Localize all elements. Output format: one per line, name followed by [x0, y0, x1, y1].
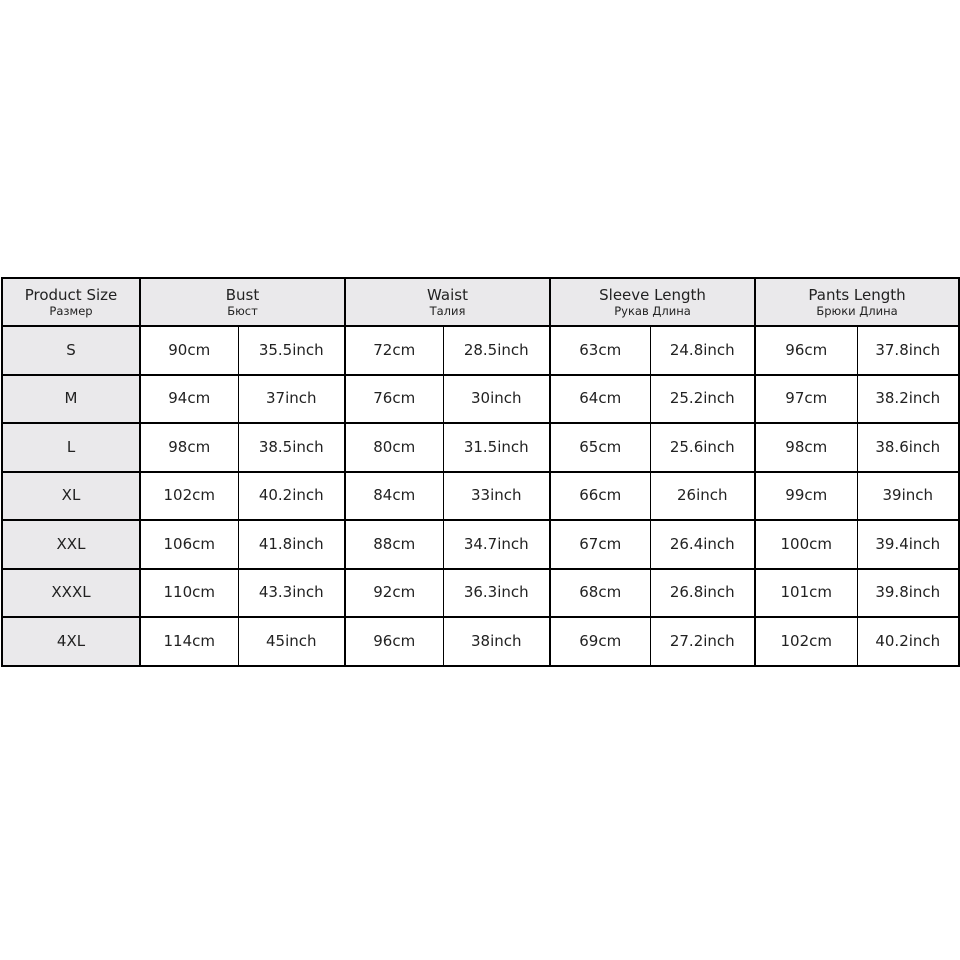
- waist-inch-cell: 36.3inch: [443, 569, 550, 618]
- pants-cm-cell: 99cm: [755, 472, 857, 521]
- waist-inch-cell: 38inch: [443, 617, 550, 666]
- pants-inch-cell: 39inch: [857, 472, 959, 521]
- waist-cm-cell: 76cm: [345, 375, 443, 424]
- waist-inch-cell: 33inch: [443, 472, 550, 521]
- sleeve-cm-cell: 69cm: [550, 617, 650, 666]
- header-sublabel: Размер: [49, 303, 93, 318]
- header-pants-length: [755, 278, 959, 326]
- sleeve-cm-cell: 64cm: [550, 375, 650, 424]
- size-chart-table: [1, 277, 960, 667]
- sleeve-cm-cell: 68cm: [550, 569, 650, 618]
- pants-inch-cell: 38.6inch: [857, 423, 959, 472]
- table-row: [2, 326, 959, 375]
- size-cell: S: [2, 326, 140, 375]
- bust-inch-cell: 38.5inch: [238, 423, 345, 472]
- waist-inch-cell: 30inch: [443, 375, 550, 424]
- size-cell: L: [2, 423, 140, 472]
- pants-cm-cell: 101cm: [755, 569, 857, 618]
- pants-cm-cell: 97cm: [755, 375, 857, 424]
- bust-inch-cell: 35.5inch: [238, 326, 345, 375]
- header-sublabel: Талия: [429, 303, 466, 318]
- waist-inch-cell: 28.5inch: [443, 326, 550, 375]
- waist-cm-cell: 80cm: [345, 423, 443, 472]
- pants-cm-cell: 102cm: [755, 617, 857, 666]
- waist-inch-cell: 31.5inch: [443, 423, 550, 472]
- bust-cm-cell: 94cm: [140, 375, 238, 424]
- table-row: [2, 375, 959, 424]
- pants-inch-cell: 37.8inch: [857, 326, 959, 375]
- table-row: [2, 423, 959, 472]
- sleeve-cm-cell: 67cm: [550, 520, 650, 569]
- sleeve-inch-cell: 27.2inch: [650, 617, 755, 666]
- header-row: [2, 278, 959, 326]
- header-label: Sleeve Length: [599, 285, 706, 304]
- bust-inch-cell: 37inch: [238, 375, 345, 424]
- sleeve-inch-cell: 24.8inch: [650, 326, 755, 375]
- waist-cm-cell: 88cm: [345, 520, 443, 569]
- bust-cm-cell: 106cm: [140, 520, 238, 569]
- sleeve-inch-cell: 26.8inch: [650, 569, 755, 618]
- header-label: Product Size: [24, 285, 118, 304]
- bust-cm-cell: 110cm: [140, 569, 238, 618]
- waist-inch-cell: 34.7inch: [443, 520, 550, 569]
- header-sleeve-length: [550, 278, 755, 326]
- waist-cm-cell: 84cm: [345, 472, 443, 521]
- pants-cm-cell: 100cm: [755, 520, 857, 569]
- bust-inch-cell: 41.8inch: [238, 520, 345, 569]
- header-bust: [140, 278, 345, 326]
- size-cell: M: [2, 375, 140, 424]
- bust-cm-cell: 102cm: [140, 472, 238, 521]
- pants-inch-cell: 39.4inch: [857, 520, 959, 569]
- size-cell: 4XL: [2, 617, 140, 666]
- header-sublabel: Бюст: [227, 303, 258, 318]
- bust-cm-cell: 90cm: [140, 326, 238, 375]
- header-product-size: [2, 278, 140, 326]
- header-label: Pants Length: [808, 285, 906, 304]
- sleeve-cm-cell: 66cm: [550, 472, 650, 521]
- pants-inch-cell: 40.2inch: [857, 617, 959, 666]
- bust-cm-cell: 98cm: [140, 423, 238, 472]
- bust-cm-cell: 114cm: [140, 617, 238, 666]
- sleeve-cm-cell: 65cm: [550, 423, 650, 472]
- waist-cm-cell: 72cm: [345, 326, 443, 375]
- header-sublabel: Брюки Длина: [816, 303, 898, 318]
- bust-inch-cell: 43.3inch: [238, 569, 345, 618]
- table-row: [2, 472, 959, 521]
- pants-cm-cell: 96cm: [755, 326, 857, 375]
- table-row: [2, 569, 959, 618]
- header-label: Waist: [427, 285, 468, 304]
- header-sublabel: Рукав Длина: [614, 303, 691, 318]
- bust-inch-cell: 45inch: [238, 617, 345, 666]
- waist-cm-cell: 92cm: [345, 569, 443, 618]
- pants-inch-cell: 39.8inch: [857, 569, 959, 618]
- sleeve-inch-cell: 26.4inch: [650, 520, 755, 569]
- size-cell: XXL: [2, 520, 140, 569]
- size-cell: XXXL: [2, 569, 140, 618]
- table-row: [2, 617, 959, 666]
- pants-inch-cell: 38.2inch: [857, 375, 959, 424]
- bust-inch-cell: 40.2inch: [238, 472, 345, 521]
- table-body: [2, 326, 959, 666]
- header-waist: [345, 278, 550, 326]
- pants-cm-cell: 98cm: [755, 423, 857, 472]
- sleeve-inch-cell: 25.6inch: [650, 423, 755, 472]
- table-row: [2, 520, 959, 569]
- sleeve-inch-cell: 26inch: [650, 472, 755, 521]
- table-header: [2, 278, 959, 326]
- header-label: Bust: [225, 285, 260, 304]
- sleeve-cm-cell: 63cm: [550, 326, 650, 375]
- waist-cm-cell: 96cm: [345, 617, 443, 666]
- sleeve-inch-cell: 25.2inch: [650, 375, 755, 424]
- size-cell: XL: [2, 472, 140, 521]
